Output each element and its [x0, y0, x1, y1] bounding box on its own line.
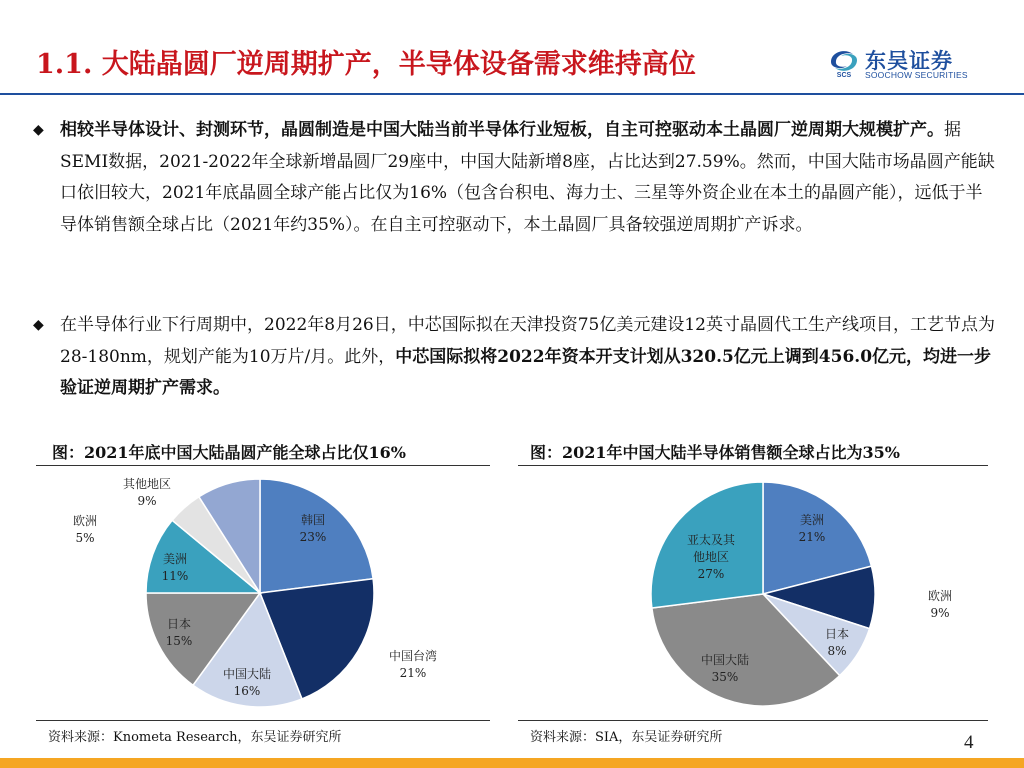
chart1-slice-label: 欧洲	[72, 514, 98, 528]
chart1-slice-value: 16%	[233, 684, 261, 698]
figure-1-top-rule	[36, 465, 490, 466]
chart1-slice-value: 21%	[399, 666, 427, 680]
paragraph-1	[60, 115, 995, 241]
chart1-slice-label: 中国大陆	[222, 667, 272, 681]
chart1-slice-label: 中国台湾	[388, 649, 438, 663]
paragraph-2-highlight: 中芯国际拟将2022年资本开支计划从320.5亿元上调到456.0亿元，均进一步验证逆周期扩产需求。	[60, 346, 992, 398]
chart2-slice-value: 27%	[697, 567, 725, 581]
chart2-slice-label: 欧洲	[927, 589, 953, 603]
chart1-slice-value: 5%	[75, 531, 95, 545]
figure-2-title: 图：2021年中国大陆半导体销售额全球占比为35%	[530, 443, 901, 462]
chart1-slice-label: 日本	[166, 617, 192, 631]
chart1-slice-value: 23%	[299, 530, 327, 544]
logo-english-name: SOOCHOW SECURITIES	[865, 70, 968, 80]
figure-2-bottom-rule	[518, 720, 988, 721]
footer-accent-bar	[0, 758, 1024, 768]
soochow-logo-icon	[827, 46, 861, 78]
logo-chinese-name: 东吴证券	[865, 49, 953, 73]
figure-2-top-rule	[518, 465, 988, 466]
chart2-slice-value: 35%	[711, 670, 739, 684]
svg-text:SCS: SCS	[836, 72, 852, 78]
bullet-diamond-icon: ◆	[33, 122, 44, 138]
page-title: 1.1. 大陆晶圆厂逆周期扩产，半导体设备需求维持高位	[36, 49, 696, 80]
header-divider	[0, 93, 1024, 95]
chart1-slice-label: 美洲	[162, 552, 188, 566]
company-logo	[827, 44, 977, 82]
paragraph-1-body: 据SEMI数据，2021-2022年全球新增晶圆厂29座中，中国大陆新增8座，占比达到27.59%。然而，中国大陆市场晶圆产能缺口依旧较大，2021年底晶圆全球产能占比仅为16%（包含台积电、海力士、三星等外资企业在本土的晶圆产能），远低于半导体销售额全球占比（2021年约35%）。在自主可控驱动下，本土晶圆厂具备较强逆周期扩产诉求。	[60, 120, 995, 235]
figure-1-source: 资料来源：Knometa Research，东吴证券研究所	[48, 730, 342, 745]
paragraph-2-body: 在半导体行业下行周期中，2022年8月26日，中芯国际拟在天津投资75亿美元建设12英寸晶圆代工生产线项目，工艺节点为28-180nm，规划产能为10万片/月。此外，	[60, 315, 995, 367]
semiconductor-sales-pie-chart	[518, 468, 988, 718]
chart2-slice-label: 亚太及其他地区	[686, 533, 736, 564]
figure-1-title: 图：2021年底中国大陆晶圆产能全球占比仅16%	[52, 443, 407, 462]
wafer-capacity-pie-chart	[36, 468, 490, 718]
chart1-slice-value: 9%	[137, 494, 157, 508]
chart1-slice-label: 其他地区	[122, 477, 172, 491]
chart2-slice-label: 美洲	[799, 513, 825, 527]
figure-1-bottom-rule	[36, 720, 490, 721]
chart1-slice-value: 15%	[165, 634, 193, 648]
figure-2-source: 资料来源：SIA，东吴证券研究所	[530, 730, 723, 745]
chart2-slice-label: 日本	[824, 627, 850, 641]
chart2-slice-label: 中国大陆	[700, 653, 750, 667]
chart1-slice-label: 韩国	[300, 513, 326, 527]
paragraph-2	[60, 310, 995, 405]
chart2-slice-value: 9%	[930, 606, 950, 620]
chart2-slice-value: 8%	[827, 644, 847, 658]
paragraph-1-highlight: 相较半导体设计、封测环节，晶圆制造是中国大陆当前半导体行业短板，自主可控驱动本土晶圆厂逆周期大规模扩产。	[60, 120, 944, 140]
chart2-slice-value: 21%	[798, 530, 826, 544]
bullet-diamond-icon: ◆	[33, 317, 44, 333]
chart1-slice-value: 11%	[161, 569, 189, 583]
page-number: 4	[964, 732, 974, 753]
